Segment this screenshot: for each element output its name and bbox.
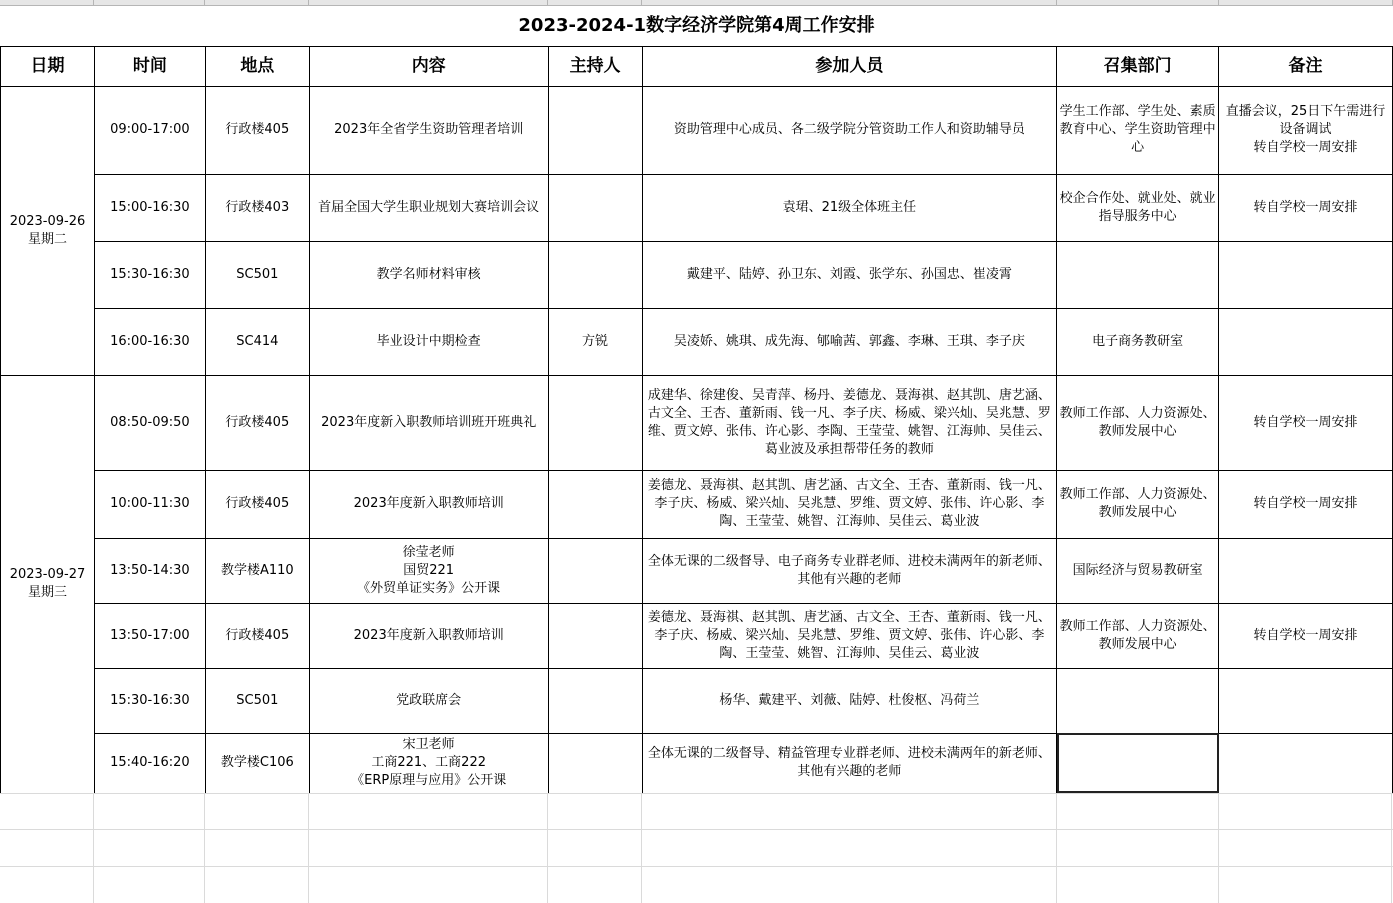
attendees-cell[interactable]: 姜德龙、聂海祺、赵其凯、唐艺涵、古文全、王杏、董新雨、钱一凡、李子庆、杨威、梁兴灿、吴兆慧、罗维、贾文婷、张伟、许心影、李陶、王莹莹、姚智、江海帅、吴佳云、葛业波 xyxy=(642,470,1057,538)
table-row xyxy=(1,668,1393,733)
dept-cell[interactable]: 学生工作部、学生处、素质教育中心、学生资助管理中心 xyxy=(1057,86,1219,174)
content-cell[interactable]: 2023年度新入职教师培训 xyxy=(309,470,548,538)
place-cell[interactable]: 行政楼405 xyxy=(205,470,309,538)
header-host[interactable]: 主持人 xyxy=(548,46,642,86)
attendees-cell[interactable]: 成建华、徐建俊、吴青萍、杨丹、姜德龙、聂海祺、赵其凯、唐艺涵、古文全、王杏、董新雨、钱一凡、李子庆、杨威、梁兴灿、吴兆慧、罗维、贾文婷、张伟、许心影、李陶、王莹莹、姚智、江海帅、吴佳云、葛业波及承担帮带任务的教师 xyxy=(642,375,1057,470)
date-text: 2023-09-27 xyxy=(9,567,86,582)
table-row xyxy=(1,308,1393,375)
host-cell[interactable] xyxy=(548,538,642,603)
dept-cell[interactable]: 教师工作部、人力资源处、教师发展中心 xyxy=(1057,375,1219,470)
attendees-cell[interactable]: 戴建平、陆婷、孙卫东、刘霞、张学东、孙国忠、崔凌霄 xyxy=(642,241,1057,308)
attendees-cell[interactable]: 杨华、戴建平、刘薇、陆婷、杜俊枢、冯荷兰 xyxy=(642,668,1057,733)
host-cell[interactable] xyxy=(548,86,642,174)
time-cell[interactable]: 15:30-16:30 xyxy=(94,668,205,733)
time-cell[interactable]: 13:50-14:30 xyxy=(94,538,205,603)
note-cell[interactable]: 转自学校一周安排 xyxy=(1219,174,1393,241)
header-dept[interactable]: 召集部门 xyxy=(1057,46,1219,86)
dept-cell[interactable] xyxy=(1057,241,1219,308)
dept-cell[interactable]: 电子商务教研室 xyxy=(1057,308,1219,375)
header-note[interactable]: 备注 xyxy=(1219,46,1393,86)
date-cell[interactable] xyxy=(1,86,95,375)
schedule-table xyxy=(0,6,1393,794)
header-attendees[interactable]: 参加人员 xyxy=(642,46,1057,86)
weekday-text: 星期三 xyxy=(27,585,67,600)
note-cell[interactable] xyxy=(1219,538,1393,603)
dept-cell[interactable]: 国际经济与贸易教研室 xyxy=(1057,538,1219,603)
place-cell[interactable]: 行政楼405 xyxy=(205,603,309,668)
place-cell[interactable]: SC414 xyxy=(205,308,309,375)
note-cell[interactable] xyxy=(1219,308,1393,375)
header-place[interactable]: 地点 xyxy=(205,46,309,86)
table-row xyxy=(1,538,1393,603)
host-cell[interactable] xyxy=(548,470,642,538)
note-cell[interactable]: 直播会议，25日下午需进行设备调试 转自学校一周安排 xyxy=(1219,86,1393,174)
place-cell[interactable]: 行政楼403 xyxy=(205,174,309,241)
note-cell[interactable] xyxy=(1219,241,1393,308)
time-cell[interactable]: 13:50-17:00 xyxy=(94,603,205,668)
table-row xyxy=(1,174,1393,241)
content-cell[interactable]: 2023年度新入职教师培训班开班典礼 xyxy=(309,375,548,470)
sheet-title[interactable]: 2023-2024-1数字经济学院第4周工作安排 xyxy=(1,6,1393,46)
place-cell[interactable]: 行政楼405 xyxy=(205,86,309,174)
place-cell[interactable]: SC501 xyxy=(205,241,309,308)
host-cell[interactable] xyxy=(548,668,642,733)
place-cell[interactable]: 教学楼A110 xyxy=(205,538,309,603)
attendees-cell[interactable]: 袁珺、21级全体班主任 xyxy=(642,174,1057,241)
header-row xyxy=(1,46,1393,86)
weekday-text: 星期二 xyxy=(27,231,67,247)
empty-grid-area xyxy=(0,793,1393,903)
attendees-cell[interactable]: 全体无课的二级督导、电子商务专业群老师、进校未满两年的新老师、其他有兴趣的老师 xyxy=(642,538,1057,603)
table-row xyxy=(1,470,1393,538)
time-cell[interactable]: 10:00-11:30 xyxy=(94,470,205,538)
time-cell[interactable]: 15:40-16:20 xyxy=(94,733,205,793)
attendees-cell[interactable]: 全体无课的二级督导、精益管理专业群老师、进校未满两年的新老师、其他有兴趣的老师 xyxy=(642,733,1057,793)
table-row xyxy=(1,733,1393,793)
table-row xyxy=(1,241,1393,308)
dept-cell[interactable] xyxy=(1057,733,1219,793)
dept-cell[interactable] xyxy=(1057,668,1219,733)
time-cell[interactable]: 16:00-16:30 xyxy=(94,308,205,375)
time-cell[interactable]: 08:50-09:50 xyxy=(94,375,205,470)
place-cell[interactable]: 行政楼405 xyxy=(205,375,309,470)
host-cell[interactable] xyxy=(548,241,642,308)
note-cell[interactable] xyxy=(1219,733,1393,793)
place-cell[interactable]: SC501 xyxy=(205,668,309,733)
header-date[interactable]: 日期 xyxy=(1,46,95,86)
note-cell[interactable]: 转自学校一周安排 xyxy=(1219,470,1393,538)
content-cell[interactable]: 徐莹老师 国贸221 《外贸单证实务》公开课 xyxy=(309,538,548,603)
place-cell[interactable]: 教学楼C106 xyxy=(205,733,309,793)
note-cell[interactable]: 转自学校一周安排 xyxy=(1219,603,1393,668)
time-cell[interactable]: 15:00-16:30 xyxy=(94,174,205,241)
host-cell[interactable] xyxy=(548,733,642,793)
table-row xyxy=(1,375,1393,470)
attendees-cell[interactable]: 资助管理中心成员、各二级学院分管资助工作人和资助辅导员 xyxy=(642,86,1057,174)
time-cell[interactable]: 15:30-16:30 xyxy=(94,241,205,308)
header-time[interactable]: 时间 xyxy=(94,46,205,86)
time-cell[interactable]: 09:00-17:00 xyxy=(94,86,205,174)
host-cell[interactable] xyxy=(548,174,642,241)
host-cell[interactable] xyxy=(548,375,642,470)
content-cell[interactable]: 毕业设计中期检查 xyxy=(309,308,548,375)
date-text: 2023-09-26 xyxy=(9,213,86,229)
dept-cell[interactable]: 教师工作部、人力资源处、教师发展中心 xyxy=(1057,603,1219,668)
header-content[interactable]: 内容 xyxy=(309,46,548,86)
date-cell[interactable] xyxy=(1,375,95,793)
table-row xyxy=(1,86,1393,174)
host-cell[interactable] xyxy=(548,603,642,668)
content-cell[interactable]: 2023年全省学生资助管理者培训 xyxy=(309,86,548,174)
dept-cell[interactable]: 教师工作部、人力资源处、教师发展中心 xyxy=(1057,470,1219,538)
note-cell[interactable]: 转自学校一周安排 xyxy=(1219,375,1393,470)
content-cell[interactable]: 党政联席会 xyxy=(309,668,548,733)
note-cell[interactable] xyxy=(1219,668,1393,733)
content-cell[interactable]: 教学名师材料审核 xyxy=(309,241,548,308)
table-row xyxy=(1,603,1393,668)
dept-cell[interactable]: 校企合作处、就业处、就业指导服务中心 xyxy=(1057,174,1219,241)
attendees-cell[interactable]: 姜德龙、聂海祺、赵其凯、唐艺涵、古文全、王杏、董新雨、钱一凡、李子庆、杨威、梁兴灿、吴兆慧、罗维、贾文婷、张伟、许心影、李陶、王莹莹、姚智、江海帅、吴佳云、葛业波 xyxy=(642,603,1057,668)
content-cell[interactable]: 2023年度新入职教师培训 xyxy=(309,603,548,668)
host-cell[interactable]: 方锐 xyxy=(548,308,642,375)
content-cell[interactable]: 宋卫老师 工商221、工商222 《ERP原理与应用》公开课 xyxy=(309,733,548,793)
content-cell[interactable]: 首届全国大学生职业规划大赛培训会议 xyxy=(309,174,548,241)
attendees-cell[interactable]: 吴凌娇、姚琪、成先海、郇喻茜、郭鑫、李琳、王琪、李子庆 xyxy=(642,308,1057,375)
